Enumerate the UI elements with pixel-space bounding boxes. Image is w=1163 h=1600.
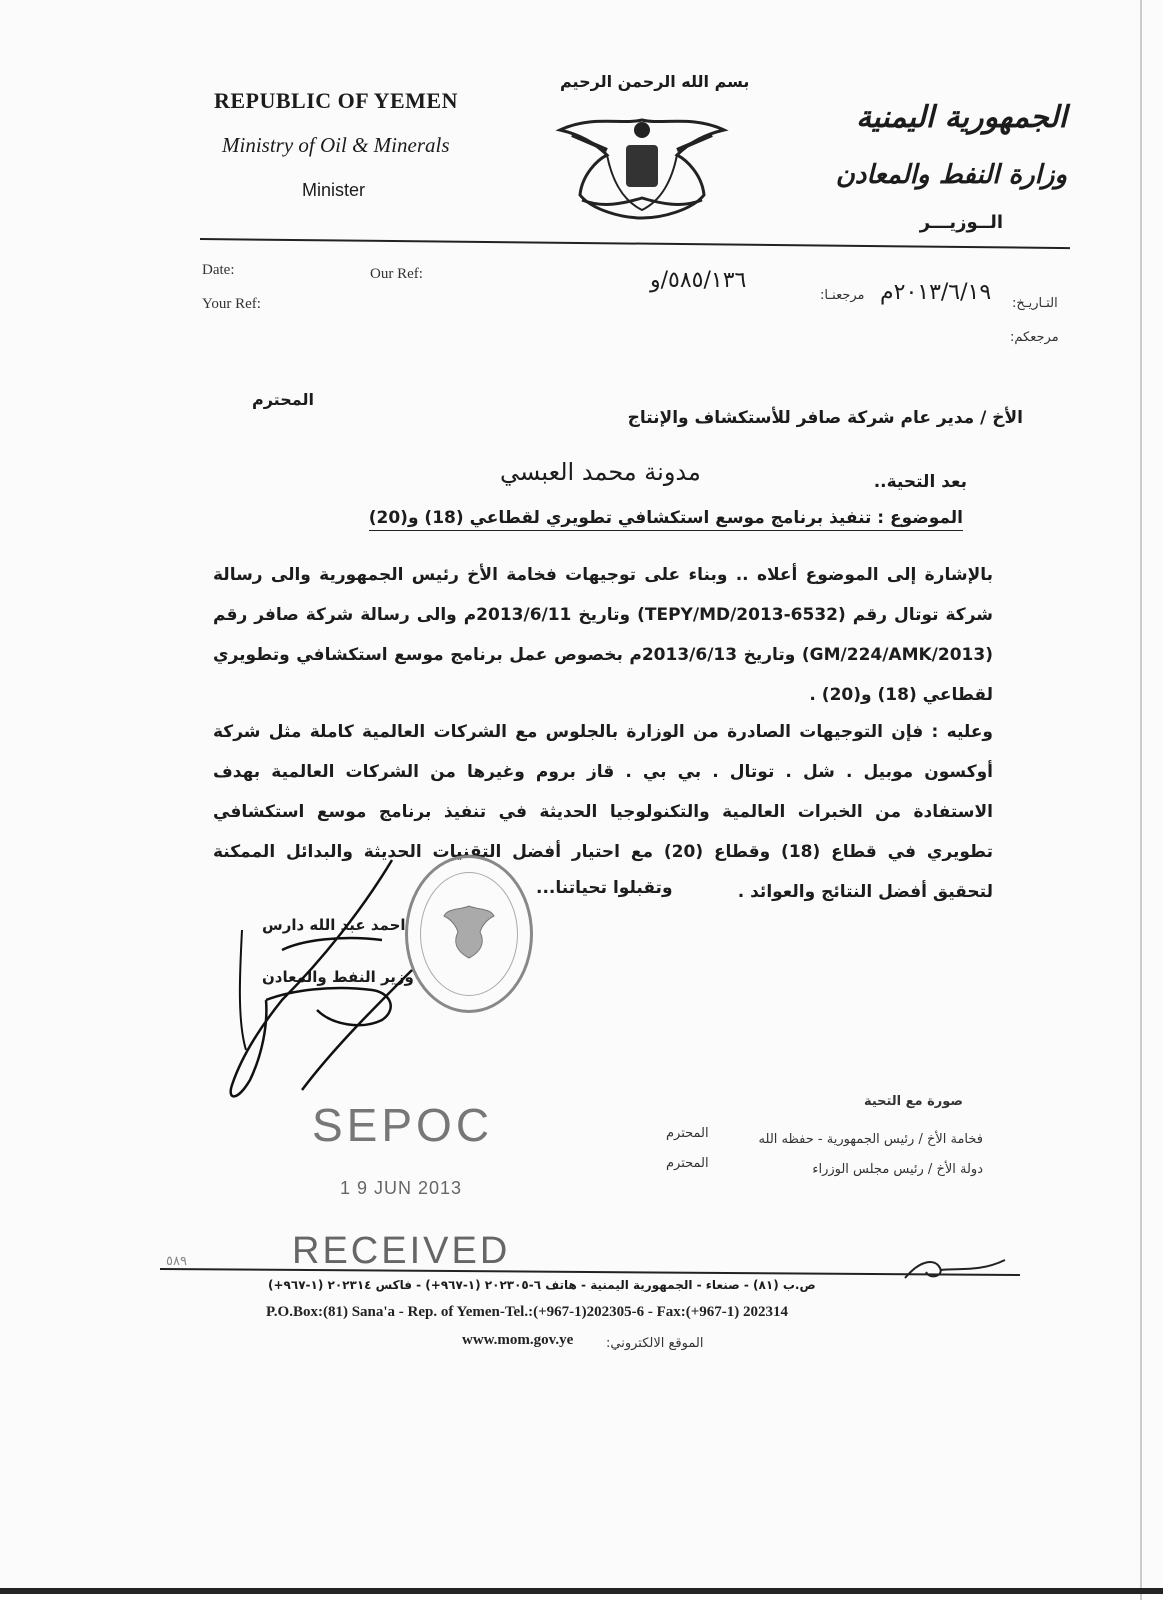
body-paragraph-2: وعليه : فإن التوجيهات الصادرة من الوزارة بالجلوس مع الشركات العالمية كاملة مثل شركة أوكسون موبيل . شل . توتال . بي بي . قاز بروم وغيرها من الشركات العالمية بهدف الاستفادة من الخبرات العالمية والتكنولوجيا الحديثة في تنفيذ برنامج موسع استكشافي تطويري في قطاع (18) وقطاع (20) مع احتيار أفضل التقنيات الحديثة والبدائل الممكنة لتحقيق أفضل النتائج والعوائد . — [213, 722, 993, 902]
copy-honorific-1: المحترم — [666, 1126, 709, 1141]
letterhead-role-en: Minister — [302, 180, 366, 200]
recipient-line: الأخ / مدير عام شركة صافر للأستكشاف والإنتاج — [627, 408, 1023, 428]
letterhead-ministry-ar: وزارة النفط والمعادن — [835, 160, 1067, 190]
ar-your-ref-label: مرجعكم: — [1010, 330, 1059, 345]
handwritten-signature — [222, 850, 462, 1110]
closing: وتقبلوا تحياتنا... — [536, 878, 673, 898]
copy-honorific-2: المحترم — [666, 1156, 709, 1171]
sepoc-stamp: SEPOC — [312, 1099, 494, 1151]
ar-our-ref-label: مرجعنـا: — [820, 288, 865, 303]
sepoc-stamp-date: 1 9 JUN 2013 — [340, 1178, 463, 1198]
our-ref-label: Our Ref: — [370, 266, 423, 282]
letterhead-ministry-en: Ministry of Oil & Minerals — [222, 133, 450, 157]
copy-recipient-1: فخامة الأخ / رئيس الجمهورية - حفظه الله — [758, 1132, 983, 1147]
scan-edge-bottom — [0, 1588, 1163, 1594]
ar-date-label: التـاريـخ: — [1012, 296, 1058, 311]
scan-edge-right — [1140, 0, 1142, 1600]
received-stamp: RECEIVED — [292, 1230, 511, 1272]
signer-title: وزير النفط والمعادن — [262, 968, 414, 986]
footer-website-label: الموقع الالكتروني: — [606, 1336, 704, 1351]
honorific: المحترم — [252, 390, 314, 409]
footer-website: www.mom.gov.ye — [462, 1332, 574, 1348]
letterhead-country-en: REPUBLIC OF YEMEN — [214, 88, 458, 113]
blog-watermark-text: مدونة محمد العبسي — [500, 458, 701, 486]
subject-line: الموضوع : تنفيذ برنامج موسع استكشافي تطويري لقطاعي (18) و(20) — [369, 508, 963, 531]
letterhead-country-ar: الجمهورية اليمنية — [856, 100, 1067, 135]
letterhead-role-ar: الــوزيـــر — [919, 212, 1003, 233]
signer-name: احمد عبد الله دارس — [262, 916, 406, 934]
ar-date-value: ٢٠١٣/٦/١٩م — [880, 280, 992, 305]
copy-recipient-2: دولة الأخ / رئيس مجلس الوزراء — [812, 1162, 983, 1177]
greeting: بعد التحية.. — [873, 472, 967, 492]
copies-heading: صورة مع التحية — [863, 1094, 963, 1109]
footer-address-en: P.O.Box:(81) Sana'a - Rep. of Yemen-Tel.:(+967-1)202305-6 - Fax:(+967-1) 202314 — [266, 1304, 789, 1320]
initials-scribble — [900, 1250, 1010, 1286]
margin-number: ٥٨٩ — [166, 1254, 187, 1269]
basmala: بسم الله الرحمن الرحيم — [560, 72, 750, 91]
header-divider — [200, 238, 1070, 249]
body-paragraph-1: بالإشارة إلى الموضوع أعلاه .. وبناء على توجيهات فخامة الأخ رئيس الجمهورية والى رسالة شركة توتال رقم (TEPY/MD/2013-6532) وتاريخ 2013/6/11م والى رسالة شركة صافر رقم (GM/224/AMK/2013) وتاريخ 2013/6/13م بخصوص عمل برنامج موسع استكشافي وتطويري لقطاعي (18) و(20) . — [213, 565, 993, 705]
ar-our-ref-value: ٥٨٥/١٣٦/و — [650, 268, 747, 293]
footer-address-ar: ص.ب (٨١) - صنعاء - الجمهورية اليمنية - هاتف ٦-٢٠٢٣٠٥ (١-٩٦٧+) - فاكس ٢٠٢٣١٤ (١-٩٦٧+) — [268, 1278, 816, 1292]
date-label: Date: — [202, 262, 235, 278]
your-ref-label: Your Ref: — [202, 296, 261, 312]
eagle-emblem-icon — [552, 100, 732, 220]
footer-divider — [160, 1268, 1020, 1276]
